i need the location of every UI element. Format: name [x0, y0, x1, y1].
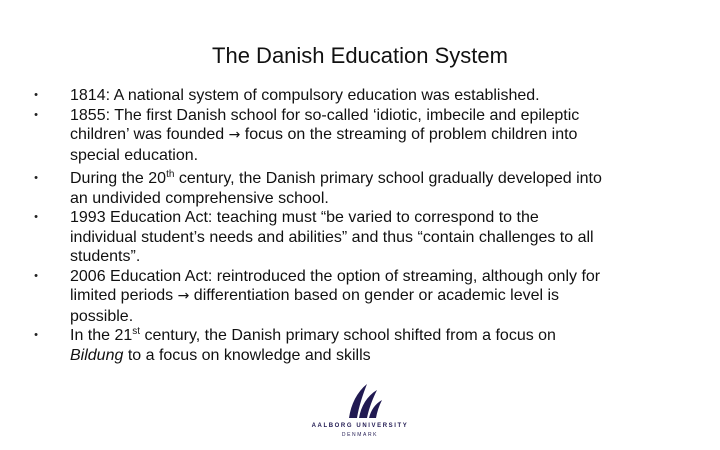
bullet-item-1993-act: [30, 208, 710, 267]
bullet-text: [70, 169, 710, 208]
bullet-line: 2006 Education Act: reintroduced the option of streaming, although only for: [70, 267, 601, 285]
bullet-text-segment: century, the Danish primary school shifted from a focus on: [140, 327, 556, 344]
slide-title: The Danish Education System: [212, 43, 508, 68]
ordinal-superscript: th: [166, 169, 175, 180]
bullet-item-1855: [30, 106, 710, 166]
bullet-dot: •: [34, 211, 38, 223]
bullet-text: [70, 267, 710, 327]
bullet-line: special education.: [70, 146, 199, 164]
bullet-line: an undivided comprehensive school.: [70, 189, 329, 207]
bullet-dot: •: [34, 329, 38, 341]
bullet-line: 1814: A national system of compulsory education was established.: [70, 87, 540, 104]
bullet-text: [70, 86, 710, 106]
bullet-item-1814: [30, 86, 710, 106]
bullet-line: 1993 Education Act: teaching must “be varied to correspond to the: [70, 209, 539, 226]
logo-university-name: AALBORG UNIVERSITY: [311, 423, 409, 429]
bullet-item-21st-century: [30, 326, 710, 365]
bullet-dot: •: [34, 108, 38, 121]
bullet-text-segment: In the 21: [70, 327, 133, 344]
emphasized-term: Bildung: [70, 346, 124, 364]
bullet-dot: •: [34, 269, 38, 282]
bullet-line: [70, 286, 710, 307]
bullet-text-segment: to a focus on knowledge and skills: [123, 346, 371, 364]
bullet-dot: •: [34, 172, 38, 184]
bullet-item-2006-act: [30, 267, 710, 327]
logo-country: DENMARK: [341, 432, 379, 438]
bullet-list: [30, 86, 710, 365]
bullet-text: [70, 208, 710, 267]
bullet-text-segment: century, the Danish primary school gradually developed into: [174, 170, 602, 187]
bullet-dot: •: [34, 89, 38, 101]
bullet-line: individual student’s needs and abilities” and thus “contain challenges to all: [70, 228, 594, 246]
bullet-text-segment: During the 20: [70, 170, 167, 187]
bullet-line: [70, 125, 710, 146]
bullet-line: students”.: [70, 248, 141, 265]
bullet-line: 1855: The first Danish school for so-called ‘idiotic, imbecile and epileptic: [70, 106, 580, 124]
aau-wave-logo-icon: [343, 382, 383, 420]
bullet-text: [70, 326, 710, 365]
bullet-text-segment: limited periods: [70, 287, 178, 304]
bullet-line: possible.: [70, 307, 134, 325]
bullet-text-segment: children’ was founded: [70, 126, 229, 143]
bullet-line: [70, 326, 710, 346]
bullet-text: [70, 106, 710, 166]
bullet-item-20th-century: [30, 169, 710, 208]
bullet-line: [70, 346, 710, 366]
bullet-line: [70, 169, 710, 189]
aalborg-university-logo: [0, 382, 720, 444]
arrow-right-icon: →: [228, 127, 241, 143]
bullet-text-segment: focus on the streaming of problem children into: [240, 126, 578, 143]
arrow-right-icon: →: [177, 288, 190, 304]
ordinal-superscript: st: [132, 326, 141, 337]
bullet-text-segment: differentiation based on gender or academic level is: [189, 287, 560, 304]
